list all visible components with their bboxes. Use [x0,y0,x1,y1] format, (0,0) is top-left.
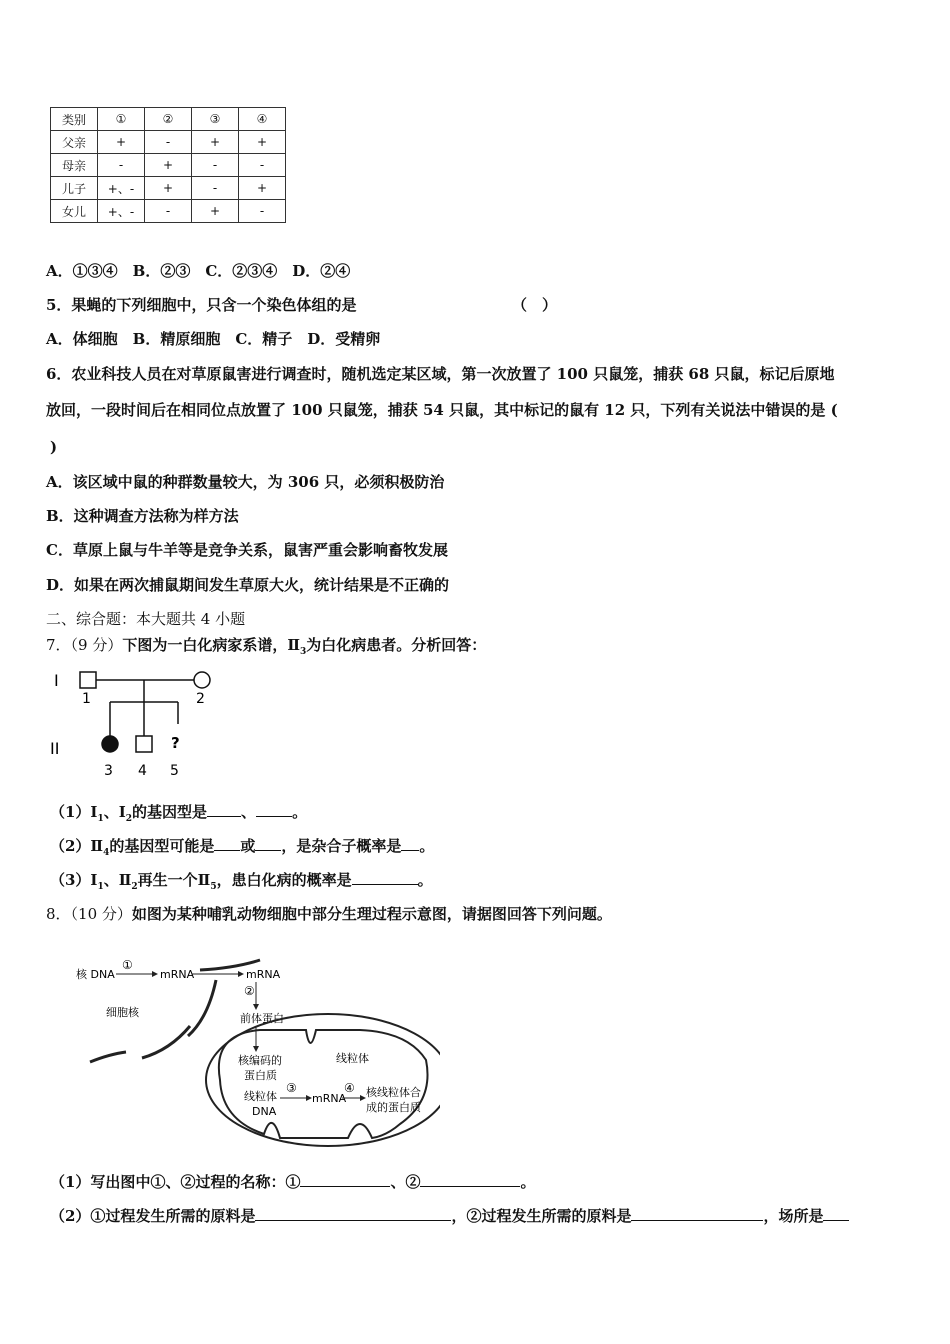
q8-score: （10 分） [70,905,132,923]
table-cell: - [98,154,145,177]
q7-sub2 [50,836,434,863]
answer-blank[interactable] [401,836,419,851]
q8-sub2-pre: （2）①过程发生所需的原料是 [50,1207,256,1225]
q8-sub2-mid: ，②过程发生所需的原料是 [451,1207,632,1225]
table-cell: + [98,131,145,154]
q7-sub3-pre: （3）Ⅰ [50,871,98,889]
q6-stem-line2: 放回，一段时间后在相同位点放置了 100 只鼠笼，捕获 54 只鼠，其中标记的鼠有 12 只，下列有关说法中错误的是 ( [46,401,838,419]
q8-sub1-pre: （1）写出图中①、②过程的名称：① [50,1173,301,1191]
answer-blank[interactable] [255,836,281,851]
q5-stem [46,295,356,315]
arrow-head [253,1004,259,1010]
table-cell: + [239,131,286,154]
label-nuclear-dna: 核 DNA [76,968,115,981]
label-step-2: ② [244,984,255,998]
table-cell: + [145,154,192,177]
individual-label-2: 2 [196,691,205,707]
table-header-cell: ① [98,108,145,131]
q7-stem-post: 为白化病患者。分析回答： [306,636,487,654]
answer-blank[interactable] [823,1206,849,1221]
table-header-cell: ② [145,108,192,131]
answer-blank[interactable] [352,870,418,885]
q7-sub3-post: ，患白化病的概率是 [216,871,352,889]
table-header-row [51,108,286,131]
label-mrna-1: mRNA [160,968,195,981]
table-row [51,154,286,177]
table-cell: - [192,177,239,200]
q7-stem-pre: 下图为一白化病家系谱，Ⅱ [122,636,301,654]
answer-blank[interactable] [256,802,292,817]
table-row [51,177,286,200]
table-header-cell: 类别 [51,108,98,131]
label-nuclear-protein-2: 蛋白质 [244,1069,277,1082]
q6-option-c: C．草原上鼠与牛羊等是竞争关系，鼠害严重会影响畜牧发展 [46,541,448,559]
label-nuclear-protein-1: 核编码的 [238,1054,282,1067]
table-cell: - [145,200,192,223]
answer-blank[interactable] [420,1172,520,1187]
label-combined-protein-2: 成的蛋白质 [366,1101,421,1114]
q7-sub1-sub2: 2 [125,814,133,824]
label-mrna-2: mRNA [246,968,281,981]
q7-number: 7． [46,636,71,654]
individual-label-4: 4 [138,763,147,779]
table-cell: 女儿 [51,200,98,223]
q6-option-a: A．该区域中鼠的种群数量较大，为 306 只，必须积极防治 [46,473,445,491]
q7-sub2-post: 的基因型可能是 [109,837,215,855]
affected-female-3 [102,736,118,752]
q7-sub3-sub1: 1 [97,882,104,892]
table-cell: 父亲 [51,131,98,154]
q8-stem-text: 如图为某种哺乳动物细胞中部分生理过程示意图，请据图回答下列问题。 [131,905,612,923]
table-cell: +、- [98,177,145,200]
q8-sub2-post: ，场所是 [763,1207,824,1225]
unknown-individual-5: ? [171,734,180,752]
label-mito-dna-2: DNA [252,1105,277,1118]
pedigree-diagram [40,662,240,782]
table-header-cell: ④ [239,108,286,131]
q8-sub1 [50,1172,535,1192]
arrow-head [238,971,244,977]
male-individual-4 [136,736,152,752]
table-cell: - [145,131,192,154]
label-step-3: ③ [286,1081,297,1095]
table-header-cell: ③ [192,108,239,131]
q5-stem-text: 5．果蝇的下列细胞中，只含一个染色体组的是 [46,296,357,314]
q7-sub2-sub: 4 [103,848,110,858]
q8-sub2 [50,1206,849,1226]
table-row [51,131,286,154]
q7-sub1-sep: 、 [241,803,257,821]
q8-stem [46,904,612,924]
nuclear-envelope [142,1026,190,1058]
q7-sub2-pre: （2）Ⅱ [50,837,104,855]
table-row [51,200,286,223]
individual-label-1: 1 [82,691,91,707]
q5-answer-paren: （ ） [512,296,558,314]
q6-option-b: B．这种调查方法称为样方法 [46,507,239,525]
cell-process-diagram [60,950,440,1150]
table-cell: 母亲 [51,154,98,177]
q7-sub3-mid2: 再生一个Ⅱ [137,871,211,889]
q7-stem [46,635,486,662]
q6-stem-line1: 6．农业科技人员在对草原鼠害进行调查时，随机选定某区域，第一次放置了 100 只鼠笼，捕获 68 只鼠，标记后原地 [46,365,835,383]
q7-sub3 [50,870,433,897]
mitochondrion-inner-membrane [219,1030,428,1138]
label-precursor-protein: 前体蛋白 [240,1012,284,1025]
q7-stem-sub: 3 [300,647,307,657]
male-individual-1 [80,672,96,688]
nuclear-envelope [90,1052,126,1062]
q6-option-d: D．如果在两次捕鼠期间发生草原大火，统计结果是不正确的 [46,576,450,594]
table-cell: 儿子 [51,177,98,200]
arrow-head [152,971,158,977]
answer-blank[interactable] [214,836,240,851]
q8-sub1-end: 。 [520,1173,536,1191]
label-nucleus: 细胞核 [106,1006,139,1019]
q7-sub3-sub3: 5 [210,882,217,892]
q7-sub1-sub1: 1 [97,814,104,824]
q4-options: A．①③④ B．②③ C．②③④ D．②④ [46,262,351,280]
table-cell: + [192,131,239,154]
q7-sub1-pre: （1）Ⅰ [50,803,98,821]
label-mrna-3: mRNA [312,1092,347,1105]
q7-sub1-end: 。 [292,803,308,821]
q5-options: A．体细胞 B．精原细胞 C．精子 D．受精卵 [46,330,381,348]
label-step-1: ① [122,958,133,972]
nuclear-envelope [188,980,216,1036]
q8-sub1-mid: 、② [390,1173,421,1191]
q7-sub3-sub2: 2 [131,882,138,892]
q6-stem-line3: ) [50,438,58,456]
q7-sub1-mid: 、Ⅰ [103,803,126,821]
q7-sub2-end: 。 [419,837,435,855]
table-cell: - [239,154,286,177]
label-mito-dna-1: 线粒体 [244,1090,277,1103]
arrow-head [253,1046,259,1052]
generation-label-i: I [54,671,59,690]
q7-sub3-end: 。 [417,871,433,889]
section-heading: 二、综合题：本大题共 4 小题 [46,610,246,628]
answer-blank[interactable] [300,1172,390,1187]
genotype-table [50,107,286,223]
q7-score: （9 分） [70,636,123,654]
q8-number: 8． [46,905,71,923]
table-cell: + [192,200,239,223]
label-mitochondrion: 线粒体 [336,1052,369,1065]
table-cell: + [239,177,286,200]
label-combined-protein-1: 核线粒体合 [366,1086,421,1099]
answer-blank[interactable] [207,802,241,817]
q7-sub3-mid: 、Ⅱ [103,871,132,889]
female-individual-2 [194,672,210,688]
table-cell: - [192,154,239,177]
q7-sub2-or: 或 [240,837,256,855]
q7-sub1-post: 的基因型是 [132,803,208,821]
table-cell: + [145,177,192,200]
q7-sub1 [50,802,307,829]
label-step-4: ④ [344,1081,355,1095]
table-cell: +、- [98,200,145,223]
generation-label-ii: II [50,739,60,758]
q7-sub2-mid: ，是杂合子概率是 [281,837,402,855]
table-cell: - [239,200,286,223]
answer-blank[interactable] [631,1206,763,1221]
individual-label-5: 5 [170,763,179,779]
answer-blank[interactable] [255,1206,451,1221]
individual-label-3: 3 [104,763,113,779]
